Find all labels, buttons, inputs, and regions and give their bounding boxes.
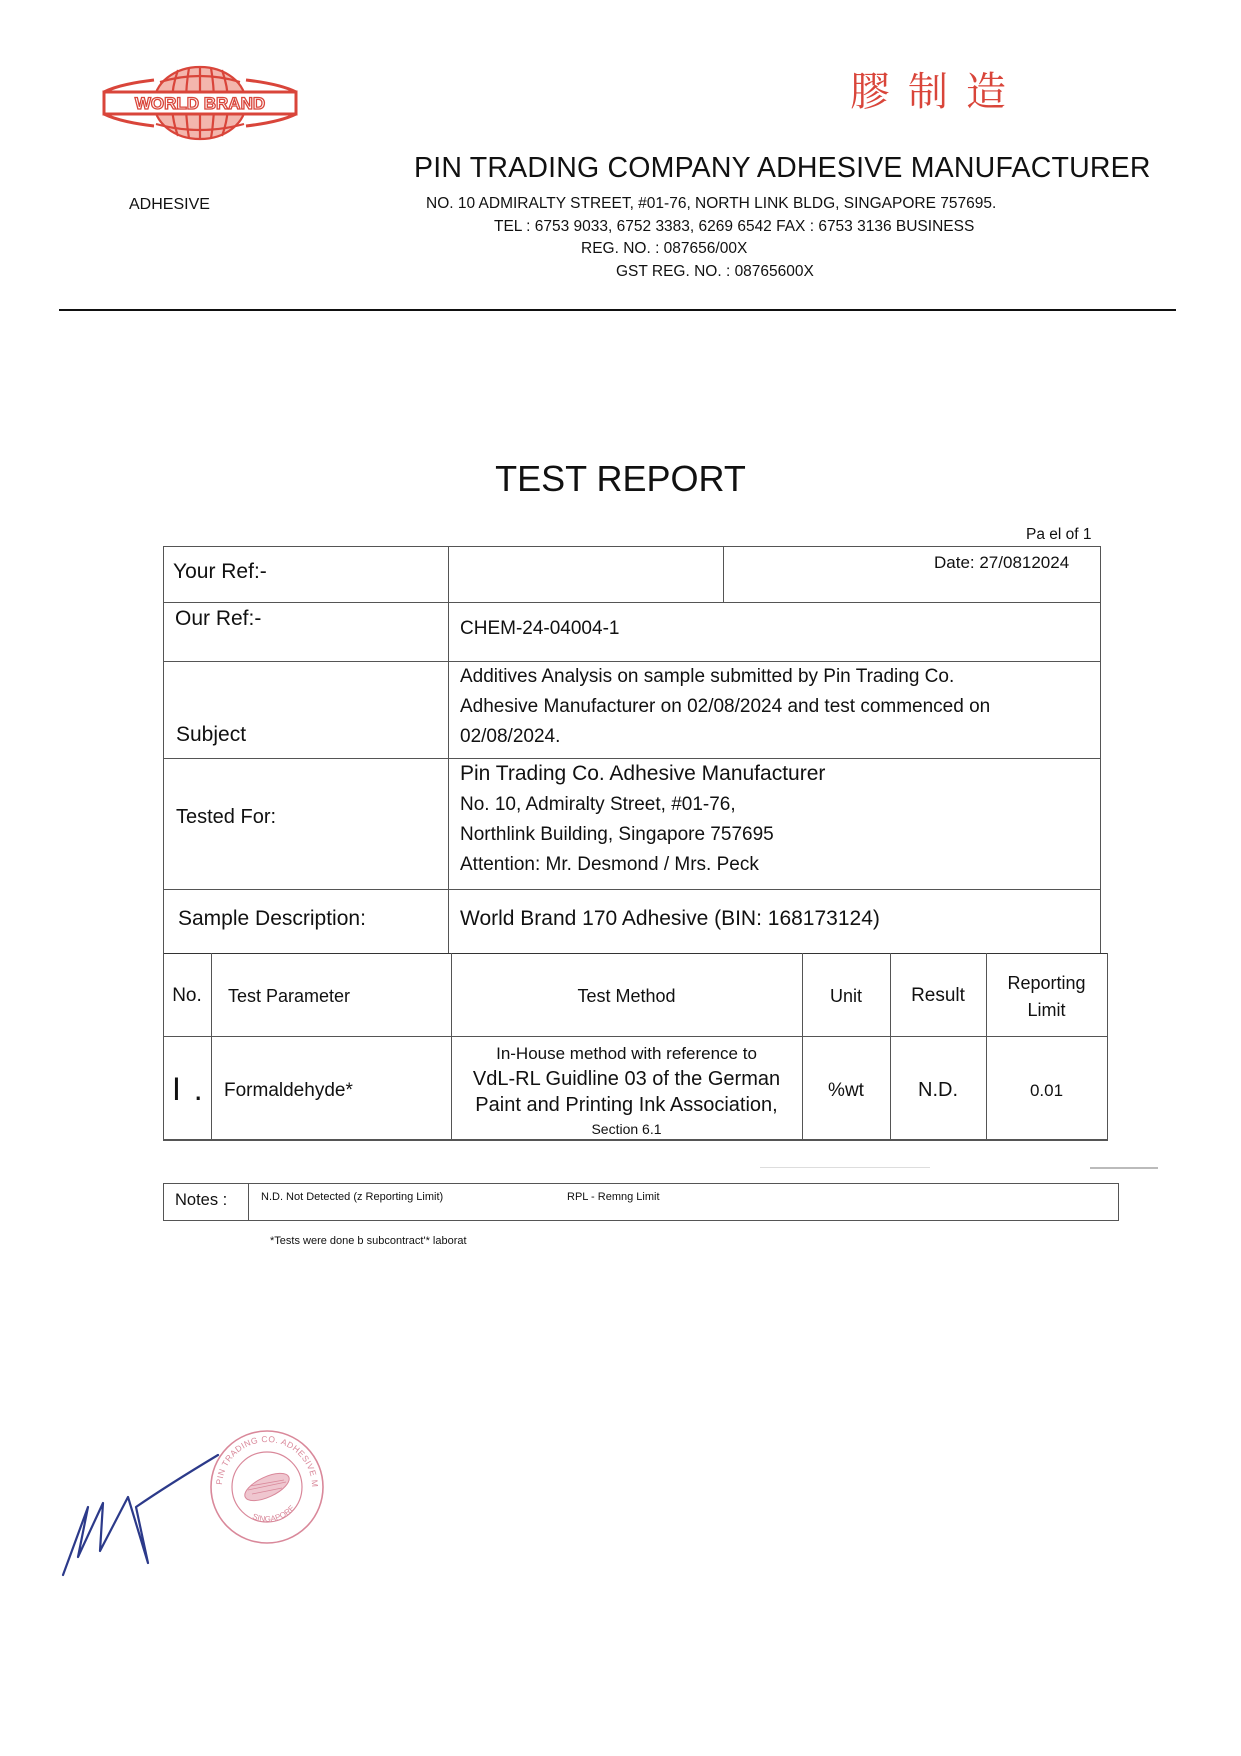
world-brand-logo [100, 62, 300, 144]
table-border [163, 1220, 1119, 1221]
header-test-parameter: Test Parameter [228, 986, 351, 1006]
tested-for-line: No. 10, Admiralty Street, #01-76, [460, 794, 736, 815]
table-border [211, 953, 212, 1140]
row-test-method: In-House method with reference to [496, 1044, 757, 1063]
table-border [890, 953, 891, 1140]
subject-line: Adhesive Manufacturer on 02/08/2024 and test commenced on [460, 696, 991, 717]
tested-for-line: Northlink Building, Singapore 757695 [460, 824, 774, 845]
row-test-method: Section 6.1 [591, 1121, 662, 1137]
our-ref-value: CHEM-24-04004-1 [460, 618, 620, 639]
table-border [1100, 546, 1101, 954]
svg-text:SINGAPORE [251, 1503, 296, 1523]
header-no: No. [172, 985, 202, 1006]
table-border [448, 546, 449, 954]
table-border [723, 546, 724, 602]
row-test-parameter: Formaldehyde* [224, 1080, 353, 1101]
tested-for-line: Attention: Mr. Desmond / Mrs. Peck [460, 854, 759, 875]
header-reporting-limit: Reporting [1007, 973, 1086, 993]
header-divider [59, 309, 1176, 311]
header-result: Result [911, 985, 965, 1006]
stamp-text-bottom: SINGAPORE [251, 1503, 297, 1524]
rpl-note: RPL - Remng Limit [567, 1191, 660, 1203]
table-border [163, 889, 1101, 890]
contact-line: TEL : 6753 9033, 6752 3383, 6269 6542 FAX : 6753 3136 BUSINESS [494, 218, 975, 235]
tested-for-line: Pin Trading Co. Adhesive Manufacturer [460, 762, 826, 785]
row-test-method: Paint and Printing Ink Association, [475, 1094, 778, 1116]
table-border [163, 953, 164, 1140]
table-border [1118, 1183, 1119, 1221]
sub-label: ADHESIVE [129, 196, 210, 213]
table-border [248, 1183, 249, 1221]
table-border [163, 1139, 1108, 1141]
row-number: I . [172, 1071, 205, 1107]
row-test-method: VdL-RL Guidline 03 of the German [472, 1068, 781, 1090]
table-border [163, 546, 1101, 547]
table-border [163, 602, 1101, 603]
table-border [163, 758, 1101, 759]
our-ref-label: Our Ref:- [175, 607, 262, 630]
address-line: NO. 10 ADMIRALTY STREET, #01-76, NORTH LINK BLDG, SINGAPORE 757695. [426, 195, 997, 212]
subject-line: 02/08/2024. [460, 726, 561, 747]
reg-number: REG. NO. : 087656/00X [581, 240, 748, 257]
footnote: *Tests were done b subcontract'* laborat [270, 1235, 467, 1247]
sample-description-value: World Brand 170 Adhesive (BIN: 168173124) [460, 907, 880, 930]
table-border [163, 1183, 164, 1221]
stamp-text-top: PIN TRADING CO. ADHESIVE M [213, 1433, 321, 1488]
table-border [163, 953, 1108, 954]
row-reporting-limit: 0.01 [1029, 1081, 1064, 1100]
subject-line: Additives Analysis on sample submitted by Pin Trading Co. [460, 666, 955, 687]
your-ref-label: Your Ref:- [173, 560, 267, 583]
faint-mark [1090, 1167, 1158, 1169]
sample-description-label: Sample Description: [178, 907, 366, 930]
table-border [163, 661, 1101, 662]
tested-for-label: Tested For: [176, 806, 277, 828]
notes-label: Notes : [175, 1191, 228, 1209]
table-border [1107, 953, 1108, 1140]
header-reporting-limit: Limit [1027, 1000, 1066, 1020]
table-border [802, 953, 803, 1140]
table-border [163, 546, 164, 954]
company-name: PIN TRADING COMPANY ADHESIVE MANUFACTURER [414, 152, 1151, 184]
signature [58, 1445, 228, 1580]
page-indicator: Pa el of 1 [1026, 526, 1092, 543]
logo-text: WORLD BRAND [134, 94, 266, 113]
chinese-heading: 膠制造 [850, 69, 1024, 115]
header-test-method: Test Method [577, 986, 676, 1006]
report-title: TEST REPORT [495, 458, 746, 499]
gst-reg-number: GST REG. NO. : 08765600X [616, 263, 814, 280]
report-date: Date: 27/0812024 [934, 553, 1070, 572]
header-unit: Unit [829, 986, 862, 1006]
faint-mark [760, 1167, 930, 1168]
row-unit: %wt [828, 1080, 864, 1101]
row-result: N.D. [918, 1079, 958, 1101]
company-stamp [208, 1428, 326, 1546]
table-border [163, 1183, 1119, 1184]
table-border [163, 1036, 1108, 1037]
subject-label: Subject [176, 723, 247, 746]
nd-note: N.D. Not Detected (z Reporting Limit) [261, 1191, 444, 1203]
